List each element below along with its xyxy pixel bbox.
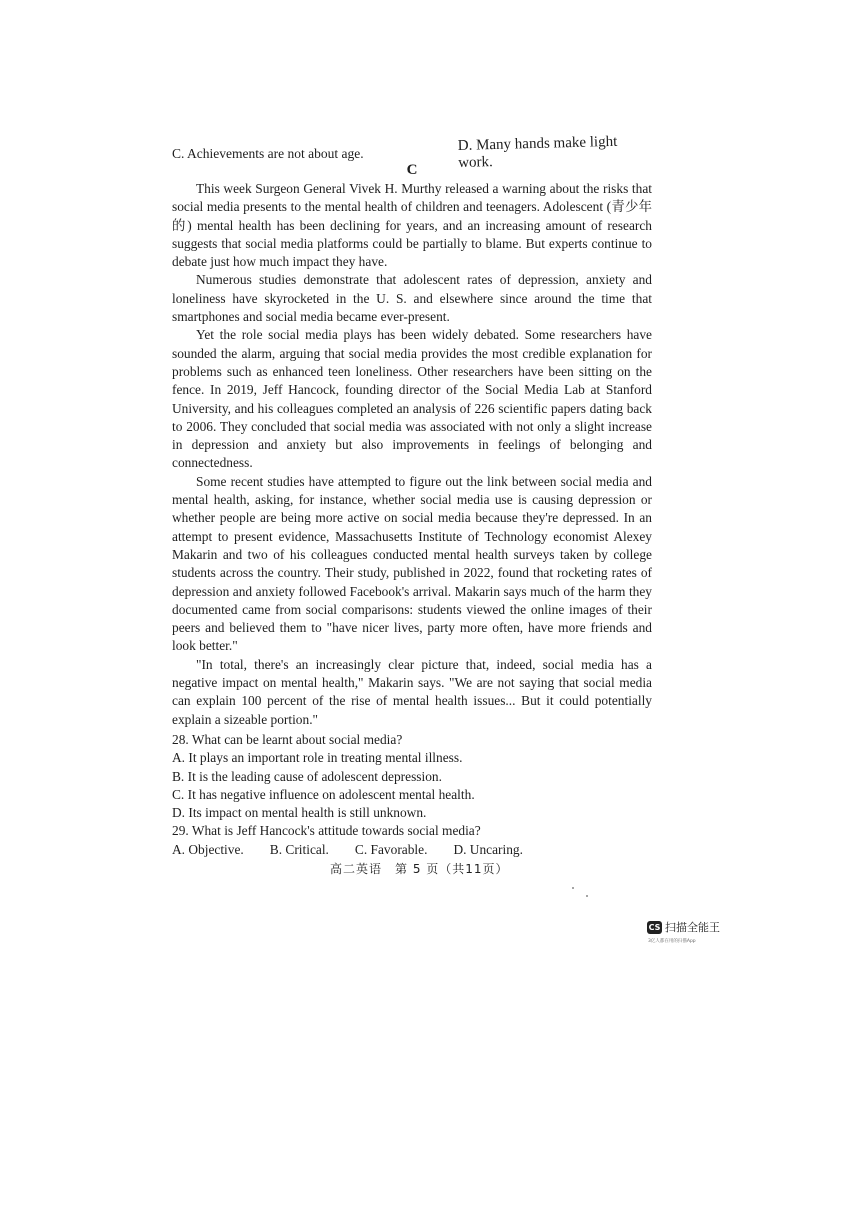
scanner-logo-tagline: 3亿人都在用的扫描App: [648, 939, 696, 944]
previous-option-d: D. Many hands make light work.: [457, 133, 618, 171]
passage-paragraph-1: This week Surgeon General Vivek H. Murthy released a warning about the risks that social media presents to the mental health of children and teenagers. Adolescent (青少年的) mental health has been declining for years, and an increasing amount of research suggests that social media platforms could be partially to blame. But experts continue to debate just how much impact they have.: [172, 181, 652, 270]
scanner-logo-icon: CS: [648, 923, 661, 932]
question-block: [172, 731, 652, 859]
previous-question-options: [172, 133, 652, 171]
question-28-option-b: B. It is the leading cause of adolescent depression.: [172, 768, 442, 784]
question-28-option-d: D. Its impact on mental health is still unknown.: [172, 805, 427, 821]
passage-paragraph-3: Yet the role social media plays has been widely debated. Some researchers have sounded the alarm, arguing that social media provides the most credible explanation for problems such as enhanced teen loneliness. Other researchers have been sitting on the fence. In 2019, Jeff Hancock, founding director of the Social Media Lab at Stanford University, and his colleagues completed an analysis of 226 scientific papers dating back to 2006. They concluded that social media was associated with not only a slight increase in depression and anxiety but also improvements in feelings of belonging and connectedness.: [172, 327, 652, 471]
passage-paragraph-2: Numerous studies demonstrate that adolescent rates of depression, anxiety and loneliness have skyrocketed in the U. S. and elsewhere since around the time that smartphones and social media became ever-present.: [172, 272, 652, 325]
passage-paragraph-5: "In total, there's an increasingly clear picture that, indeed, social media has a negative impact on mental health," Makarin says. "We are not saying that social media can explain 100 percent of the rise of mental health issues... But it could potentially explain a sizeable portion.": [172, 656, 652, 727]
question-29-option-d: D. Uncaring.: [453, 841, 523, 857]
previous-option-c: C. Achievements are not about age.: [172, 146, 364, 161]
scanner-logo-name: 扫描全能王: [665, 921, 720, 934]
section-heading: C: [406, 162, 418, 178]
scan-speck: [586, 895, 588, 897]
passage-paragraph-4: Some recent studies have attempted to figure out the link between social media and mental health, asking, for instance, whether social media use is causing depression or whether people are being more active on social media because they're depressed. In an attempt to present evidence, Massachusetts Institute of Technology economist Alexey Makarin and two of his colleagues conducted mental health surveys taken by college students across the country. Their study, published in 2022, found that rocketing rates of depression and anxiety followed Facebook's arrival. Makarin says much of the harm they documented came from social comparisons: students viewed the online images of their peers and believed them to "have nicer lives, party more often, have more friends and look better.": [172, 473, 652, 654]
question-29-option-a: A. Objective.: [172, 841, 244, 857]
question-29: 29. What is Jeff Hancock's attitude towards social media?: [172, 823, 481, 839]
scanner-watermark: [647, 921, 727, 951]
scan-speck: [572, 887, 574, 889]
page-footer: 高二英语 第 5 页（共11页）: [330, 862, 509, 876]
question-28-option-c: C. It has negative influence on adolescent mental health.: [172, 786, 475, 802]
question-28-option-a: A. It plays an important role in treating mental illness.: [172, 750, 463, 766]
question-29-option-c: C. Favorable.: [354, 841, 428, 857]
reading-passage: [172, 180, 652, 729]
question-29-option-b: B. Critical.: [269, 841, 329, 857]
question-29-options: [172, 841, 652, 859]
question-28: 28. What can be learnt about social media?: [172, 732, 403, 747]
